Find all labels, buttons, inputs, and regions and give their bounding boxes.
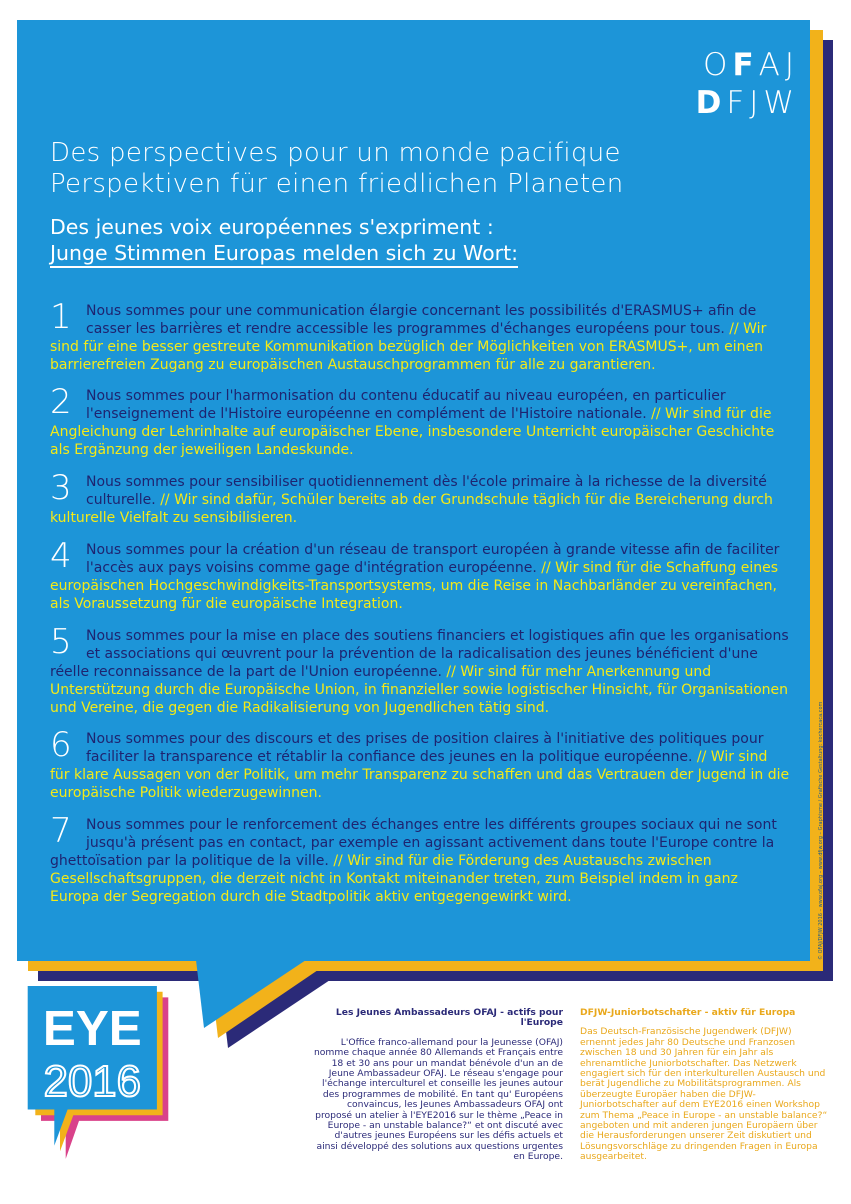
item-text-fr: Nous sommes pour des discours et des prises de position claires à l'initiative des politiques pour faciliter la transparence et rétablir la confiance des jeunes en la politique européenne. [86, 731, 764, 765]
page-subtitle [50, 214, 518, 266]
item-text-fr: Nous sommes pour le renforcement des échanges entre les différents groupes sociaux qui ne sont jusqu'à présent pas en contact, par exemple en agissant activement dans toute l'Europe contre la ghettoïsation par la politique de la ville. [50, 817, 777, 869]
eye2016-logo [24, 986, 172, 1176]
subtitle-de: Junge Stimmen Europas melden sich zu Wort: [50, 241, 518, 268]
item-number: 6 [50, 725, 72, 765]
item-text-de: // Wir sind für die Schaffung eines europäischen Hochgeschwindigkeits-Transportsystems, um die Reise in Nachbarländer zu vereinfachen, als Voraussetzung für die europäische Integration. [50, 560, 779, 612]
list-item [50, 536, 790, 613]
list-item [50, 725, 790, 802]
item-number: 4 [50, 536, 72, 576]
item-text-fr: Nous sommes pour une communication élargie concernant les possibilités d'ERASMUS+ afin de casser les barrières et rendre accessible les programmes d'échanges européens pour tous. [86, 303, 757, 337]
footer-body-de: Das Deutsch-Französische Jugendwerk (DFJW) ernennt jedes Jahr 80 Deutsche und Franzosen zwischen 18 und 30 Jahren für ein Jahr als ehrenamtliche Juniorbotschafter. Das Netzwerk engagiert sich für den interkulturellen Austausch und berät Jugendliche zu Mobilitätsprogrammen. Als überzeugte Europäer haben die DFJW-Juniorbotschafter auf dem EYE2016 einen Workshop zum Thema „Peace in Europe - an unstable balance?“ angeboten und mit anderen jungen Europäern über die Herausforderungen unserer Zeit diskutiert und Lösungsvorschläge zu dringenden Fragen in Europa ausgearbeitet. [580, 1026, 828, 1163]
list-item [50, 382, 790, 459]
list-item [50, 622, 790, 717]
page-title [50, 138, 624, 200]
footer-body-fr: L'Office franco-allemand pour la Jeunesse (OFAJ) nomme chaque année 80 Allemands et Français entre 18 et 30 ans pour un mandat bénévole d'un an de Jeune Ambassadeur OFAJ. Le réseau s'engage pour l'échange interculturel et conseille les jeunes autour des programmes de mobilité. En tant qu' Européens convaincus, les Jeunes Ambassadeurs OFAJ ont proposé un atelier à l'EYE2016 sur le thème „Peace in Europe - an unstable balance?“ et ont discuté avec d'autres jeunes Européens sur les défis actuels et ainsi développé des solutions aux questions urgentes en Europe. [313, 1036, 563, 1163]
item-text-de: // Wir sind für die Angleichung der Lehrinhalte auf europäischer Ebene, insbesondere Unterricht europäischer Geschichte als Ergänzung der jeweiligen Landeskunde. [50, 406, 775, 458]
item-number: 1 [50, 297, 72, 337]
footer-heading-de: DFJW-Juniorbotschafter - aktiv für Europa [580, 1007, 796, 1018]
eye-logo-top: EYE [42, 1000, 142, 1056]
item-text-de: // Wir sind für die Förderung des Austauschs zwischen Gesellschaftsgruppen, die derzeit nicht in Kontakt miteinander treten, zum Beispiel indem in ganz Europa der Segregation durch die Stadtpolitik aktiv entgegengewirkt wird. [50, 853, 738, 905]
title-fr: Des perspectives pour un monde pacifique [50, 138, 621, 168]
item-text-de: // Wir sind dafür, Schüler bereits ab der Grundschule täglich für die Bereicherung durch kulturelle Vielfalt zu sensibilisieren. [50, 492, 773, 526]
list-item [50, 468, 790, 527]
ofaj-dfjw-logo [689, 46, 799, 122]
item-number: 2 [50, 382, 72, 422]
list-item [50, 811, 790, 906]
list-item [50, 297, 790, 374]
footer-column-de [580, 1008, 830, 1163]
footer-heading-fr: Les Jeunes Ambassadeurs OFAJ - actifs pour l'Europe [335, 1007, 563, 1029]
eye-logo-bottom: 2016 [43, 1057, 141, 1107]
logo-line-dfjw: DFJW [695, 85, 799, 121]
subtitle-fr: Des jeunes voix européennes s'expriment : [50, 215, 494, 239]
item-text-fr: Nous sommes pour l'harmonisation du contenu éducatif au niveau européen, en particulier l'enseignement de l'Histoire européenne en complément de l'Histoire nationale. [86, 388, 726, 422]
item-text-de: // Wir sind für mehr Anerkennung und Unterstützung durch die Europäische Union, in finanzieller sowie logistischer Hinsicht, für Organisationen und Vereine, die gegen die Radikalisierung von Jugendlichen tätig sind. [50, 664, 789, 716]
footer-column-fr [313, 1008, 563, 1163]
item-number: 7 [50, 811, 72, 851]
copyright-notice: © OFAJ/DFJW 2016 – www.ofaj.org – www.dfjw.org – Graphisme / Grafische Gestaltung: kochercaca.com [818, 701, 824, 960]
item-number: 3 [50, 468, 72, 508]
title-de: Perspektiven für einen friedlichen Planeten [50, 169, 624, 199]
logo-line-ofaj: OFAJ [703, 47, 799, 83]
item-text-de: // Wir sind für klare Aussagen von der Politik, um mehr Transparenz zu schaffen und das Vertrauen der Jugend in die europäische Politik wiederzugewinnen. [50, 749, 790, 801]
item-text-de: // Wir sind für eine besser gestreute Kommunikation bezüglich der Möglichkeiten von ERASMUS+, um einen barrierefreien Zugang zu europäischen Austauschprogrammen für alle zu garantieren. [50, 321, 767, 373]
item-text-fr: Nous sommes pour la mise en place des soutiens financiers et logistiques afin que les organisations et associations qui œuvrent pour la prévention de la radicalisation des jeunes bénéficient d'une réelle reconnaissance de la part de l'Union européenne. [50, 628, 789, 680]
item-number: 5 [50, 622, 72, 662]
item-text-fr: Nous sommes pour la création d'un réseau de transport européen à grande vitesse afin de faciliter l'accès aux pays voisins comme gage d'intégration européenne. [86, 542, 780, 576]
item-text-fr: Nous sommes pour sensibiliser quotidiennement dès l'école primaire à la richesse de la diversité culturelle. [86, 474, 767, 508]
